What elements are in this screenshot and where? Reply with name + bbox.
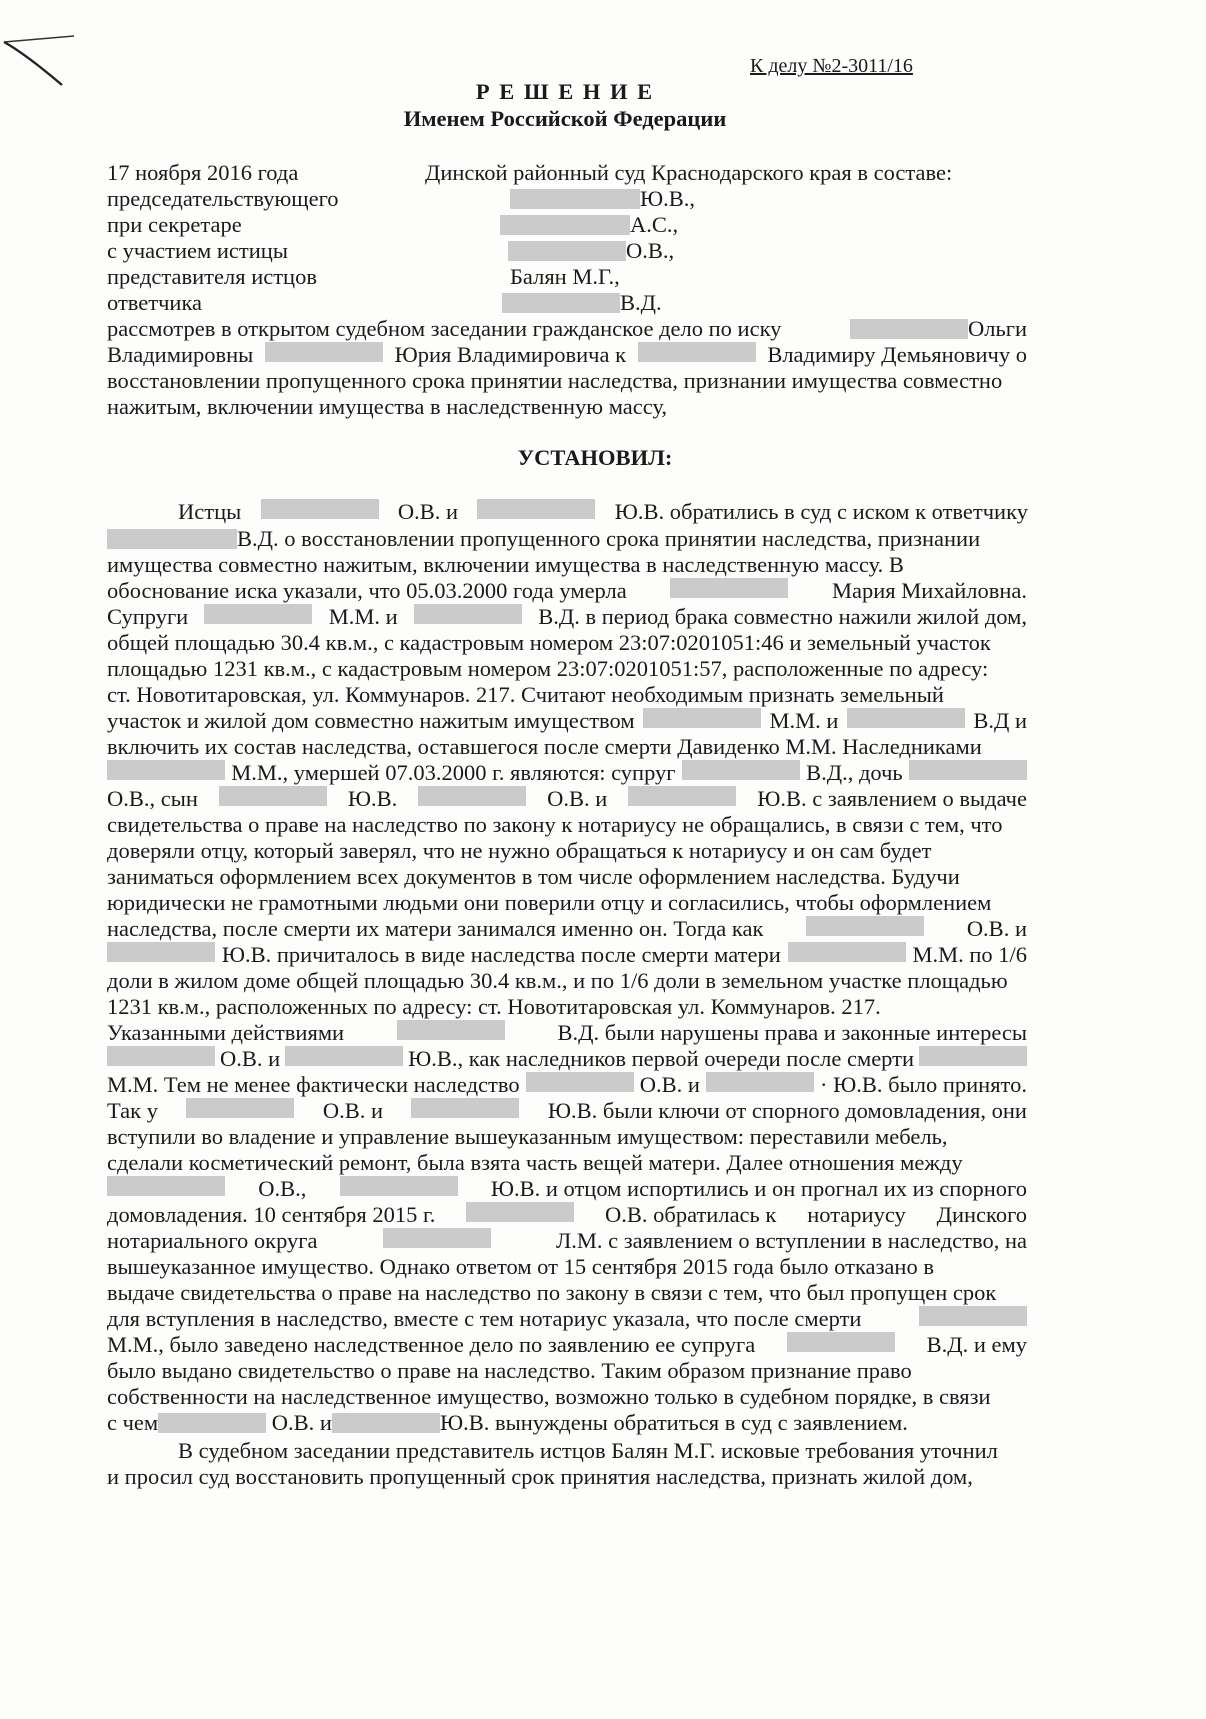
court-name: Динской районный суд Краснодарского края в составе: [425, 160, 953, 185]
header-label: с участием истицы [107, 238, 288, 263]
body-line: В судебном заседании представитель истцов Балян М.Г. исковые требования уточнил [178, 1438, 998, 1463]
redaction [332, 1413, 440, 1433]
redaction [340, 1176, 458, 1196]
redaction [847, 708, 965, 728]
body-line: Истцы О.В. и Ю.В. обратились в суд с иском к ответчику [178, 499, 1028, 524]
redaction [107, 760, 225, 780]
redaction [508, 241, 626, 261]
redaction [909, 760, 1027, 780]
redaction [414, 604, 522, 624]
redaction [500, 215, 630, 235]
redaction [265, 342, 383, 362]
body-line: О.В., Ю.В. и отцом испортились и он прогнал их из спорного [107, 1174, 1027, 1203]
intro-line: рассмотрев в открытом судебном заседании гражданское дело по иску Ольги [107, 316, 1027, 341]
redaction [706, 1072, 814, 1092]
redaction [850, 319, 968, 339]
redaction [628, 786, 736, 806]
redaction [261, 499, 379, 519]
body-line: М.М., умершей 07.03.2000 г. являются: супруг В.Д., дочь [107, 758, 1027, 787]
document-title: Р Е Ш Е Н И Е [475, 79, 655, 104]
redaction [107, 529, 237, 549]
body-line: и просил суд восстановить пропущенный срок принятия наследства, признать жилой дом, [107, 1464, 973, 1489]
body-line: включить их состав наследства, оставшегося после смерти Давиденко М.М. Наследниками [107, 734, 982, 759]
redaction [788, 942, 906, 962]
body-line: О.В., сын Ю.В. О.В. и Ю.В. с заявлением о выдаче [107, 786, 1027, 811]
body-line: 1231 кв.м., расположенных по адресу: ст. Новотитаровская ул. Коммунаров. 217. [107, 994, 881, 1019]
redaction [397, 1020, 505, 1040]
body-line: общей площадью 30.4 кв.м., с кадастровым номером 23:07:0201051:46 и земельный участок [107, 630, 991, 655]
intro-line: восстановлении пропущенного срока принятии наследства, признании имущества совместно [107, 368, 1003, 393]
body-line: вышеуказанное имущество. Однако ответом от 15 сентября 2015 года было отказано в [107, 1254, 934, 1279]
body-line: домовладения. 10 сентября 2015 г. О.В. обратилась к нотариусу Динского [107, 1202, 1027, 1227]
redaction [285, 1046, 403, 1066]
body-line: обоснование иска указали, что 05.03.2000 года умерла Мария Михайловна. [107, 578, 1027, 603]
header-label: при секретаре [107, 212, 242, 237]
body-line: свидетельства о праве на наследство по закону к нотариусу не обращались, в связи с тем, что [107, 812, 1003, 837]
header-label: представителя истцов [107, 264, 317, 289]
redaction [787, 1332, 895, 1352]
redaction [466, 1202, 574, 1222]
body-line: с чем О.В. и Ю.В. вынуждены обратиться в суд с заявлением. [107, 1410, 908, 1435]
body-line: доли в жилом доме общей площадью 30.4 кв.м., и по 1/6 доли в земельном участке площадью [107, 968, 1008, 993]
redaction [919, 1046, 1027, 1066]
redaction [526, 1072, 634, 1092]
body-line: вступили во владение и управление вышеуказанным имуществом: переставили мебель, [107, 1124, 948, 1149]
body-line: выдаче свидетельства о праве на наследство по закону в связи с тем, что был пропущен срок [107, 1280, 997, 1305]
redaction [510, 189, 640, 209]
redaction [204, 604, 312, 624]
body-line: имущества совместно нажитым, включении имущества в наследственную массу. В [107, 552, 904, 577]
header-value: О.В., [508, 236, 674, 265]
body-line: наследства, после смерти их матери занимался именно он. Тогда как О.В. и [107, 916, 1027, 941]
redaction [638, 342, 756, 362]
header-value: А.С., [500, 210, 678, 239]
body-line: собственности на наследственное имущество, возможно только в судебном порядке, в связи [107, 1384, 991, 1409]
hearing-date: 17 ноября 2016 года [107, 160, 299, 185]
redaction [477, 499, 595, 519]
body-line: заниматься оформлением всех документов в том числе оформлением наследства. Будучи [107, 864, 960, 889]
case-reference: К делу №2-3011/16 [750, 55, 913, 77]
redaction [670, 578, 788, 598]
header-value: Ю.В., [510, 184, 695, 213]
body-line: сделали косметический ремонт, была взята часть вещей матери. Далее отношения между [107, 1150, 963, 1175]
redaction [919, 1306, 1027, 1326]
body-line: ст. Новотитаровская, ул. Коммунаров. 217. Считают необходимым признать земельный [107, 682, 944, 707]
redaction [158, 1413, 266, 1433]
body-line: доверяли отцу, который заверял, что не нужно обращаться к нотариусу и он сам будет [107, 838, 932, 863]
header-label: ответчика [107, 290, 203, 315]
redaction [219, 786, 327, 806]
body-line: Супруги М.М. и В.Д. в период брака совместно нажили жилой дом, [107, 604, 1027, 629]
body-line: М.М., было заведено наследственное дело по заявлению ее супруга В.Д. и ему [107, 1332, 1027, 1357]
header-value: В.Д. [502, 288, 662, 317]
redaction [643, 708, 761, 728]
body-line: О.В. и Ю.В., как наследников первой очереди после смерти [107, 1044, 1027, 1073]
body-line: нотариального округа Л.М. с заявлением о вступлении в наследство, на [107, 1228, 1027, 1253]
redaction [107, 1176, 225, 1196]
body-line: Так у О.В. и Ю.В. были ключи от спорного домовладения, они [107, 1098, 1027, 1123]
redaction [502, 293, 620, 313]
redaction [411, 1098, 519, 1118]
body-line: было выдано свидетельство о праве на наследство. Таким образом признание право [107, 1358, 912, 1383]
redaction [107, 1046, 215, 1066]
redaction [186, 1098, 294, 1118]
body-line: Указанными действиями В.Д. были нарушены права и законные интересы [107, 1020, 1027, 1045]
header-label: председательствующего [107, 186, 339, 211]
section-heading: УСТАНОВИЛ: [517, 445, 673, 470]
header-value: Балян М.Г., [510, 264, 620, 289]
redaction [806, 916, 924, 936]
redaction [682, 760, 800, 780]
body-line: Ю.В. причиталось в виде наследства после смерти матери М.М. по 1/6 [107, 940, 1027, 969]
body-line: площадью 1231 кв.м., с кадастровым номером 23:07:0201051:57, расположенные по адресу: [107, 656, 989, 681]
redaction [107, 942, 215, 962]
body-line: юридически не грамотными людьми они поверили отцу и согласились, чтобы оформлением [107, 890, 992, 915]
body-line: участок и жилой дом совместно нажитым имуществом М.М. и В.Д и [107, 708, 1027, 733]
intro-line: Владимировны Юрия Владимировича к Владимиру Демьяновичу о [107, 342, 1027, 367]
document-subtitle: Именем Российской Федерации [403, 106, 727, 131]
redaction [383, 1228, 491, 1248]
body-line: В.Д. о восстановлении пропущенного срока принятии наследства, признании [107, 524, 980, 553]
body-line: М.М. Тем не менее фактически наследство О.В. и · Ю.В. было принято. [107, 1072, 1027, 1097]
body-line: для вступления в наследство, вместе с тем нотариус указала, что после смерти [107, 1304, 1027, 1333]
intro-line: нажитым, включении имущества в наследственную массу, [107, 394, 668, 419]
redaction [418, 786, 526, 806]
